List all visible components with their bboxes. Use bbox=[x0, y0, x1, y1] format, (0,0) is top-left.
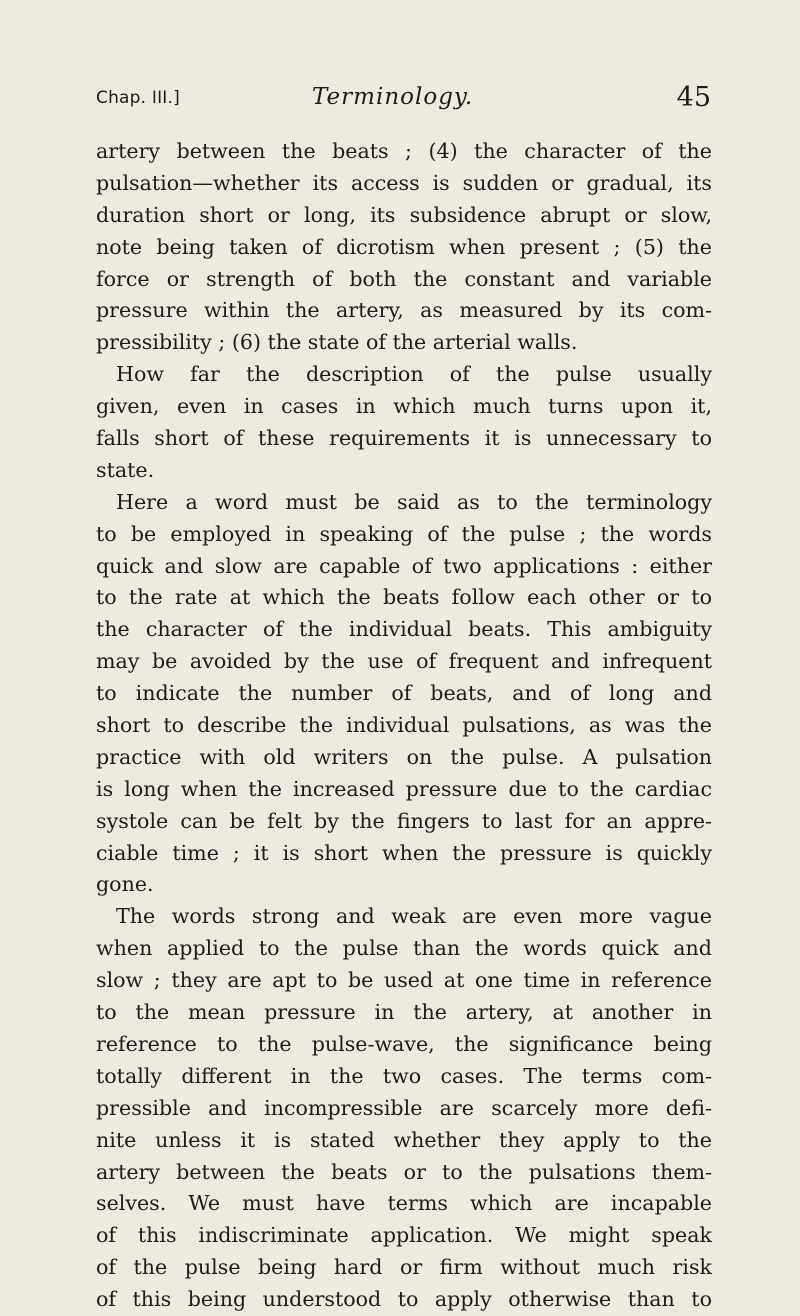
text-line: pulsation—whether its access is sudden or gradual, its bbox=[96, 170, 712, 195]
text-line: given, even in cases in which much turns upon it, bbox=[96, 394, 712, 419]
text-line: pressibility ; (6) the state of the arterial walls. bbox=[96, 330, 578, 355]
text-line: of this being understood to apply otherwise than to bbox=[96, 1287, 712, 1312]
chapter-label: Chap. III.] bbox=[96, 88, 180, 108]
text-line: artery between the beats ; (4) the character of the bbox=[96, 139, 712, 163]
running-head bbox=[96, 82, 711, 120]
text-line: the character of the individual beats. This ambiguity bbox=[96, 617, 712, 642]
text-line: gone. bbox=[96, 872, 154, 897]
text-line: duration short or long, its subsidence abrupt or slow, bbox=[96, 202, 712, 227]
text-line: falls short of these requirements it is unnecessary to bbox=[96, 426, 712, 451]
text-line: totally different in the two cases. The terms com- bbox=[96, 1063, 712, 1088]
text-line: quick and slow are capable of two applications : either bbox=[96, 553, 712, 578]
text-line: state. bbox=[96, 457, 155, 482]
text-line: to the rate at which the beats follow each other or to bbox=[96, 585, 712, 610]
text-line: ciable time ; it is short when the pressure is quickly bbox=[96, 840, 712, 865]
text-line: slow ; they are apt to be used at one time in reference bbox=[96, 968, 712, 993]
text-line: pressible and incompressible are scarcely more defi- bbox=[96, 1095, 712, 1120]
text-line: to the mean pressure in the artery, at another in bbox=[96, 1000, 712, 1025]
text-line: may be avoided by the use of frequent and infrequent bbox=[96, 649, 712, 674]
text-line: to indicate the number of beats, and of long and bbox=[96, 681, 712, 706]
text-line: of this indiscriminate application. We might speak bbox=[96, 1223, 712, 1248]
text-line: systole can be felt by the fingers to last for an appre- bbox=[96, 808, 712, 833]
text-line: The words strong and weak are even more vague bbox=[116, 904, 712, 929]
text-line: note being taken of dicrotism when present ; (5) the bbox=[96, 234, 712, 259]
text-line: selves. We must have terms which are incapable bbox=[96, 1191, 712, 1216]
text-line: How far the description of the pulse usually bbox=[116, 362, 712, 387]
text-line: short to describe the individual pulsations, as was the bbox=[96, 713, 712, 738]
text-line: is long when the increased pressure due to the cardiac bbox=[96, 776, 712, 801]
page-title: Terminology. bbox=[312, 84, 474, 110]
text-line: reference to the pulse-wave, the significance being bbox=[96, 1031, 712, 1056]
page-number: 45 bbox=[676, 82, 711, 113]
text-line: practice with old writers on the pulse. A pulsation bbox=[96, 744, 712, 769]
text-line: of the pulse being hard or firm without much risk bbox=[96, 1255, 712, 1280]
body-text bbox=[96, 136, 712, 1316]
text-line: Here a word must be said as to the terminology bbox=[116, 489, 712, 514]
text-line: when applied to the pulse than the words quick and bbox=[96, 936, 712, 961]
text-line: force or strength of both the constant and variable bbox=[96, 266, 712, 291]
text-line: pressure within the artery, as measured by its com- bbox=[96, 298, 712, 323]
text-line: nite unless it is stated whether they apply to the bbox=[96, 1127, 712, 1152]
text-line: artery between the beats or to the pulsations them- bbox=[96, 1159, 712, 1184]
text-line: to be employed in speaking of the pulse ; the words bbox=[96, 521, 712, 546]
